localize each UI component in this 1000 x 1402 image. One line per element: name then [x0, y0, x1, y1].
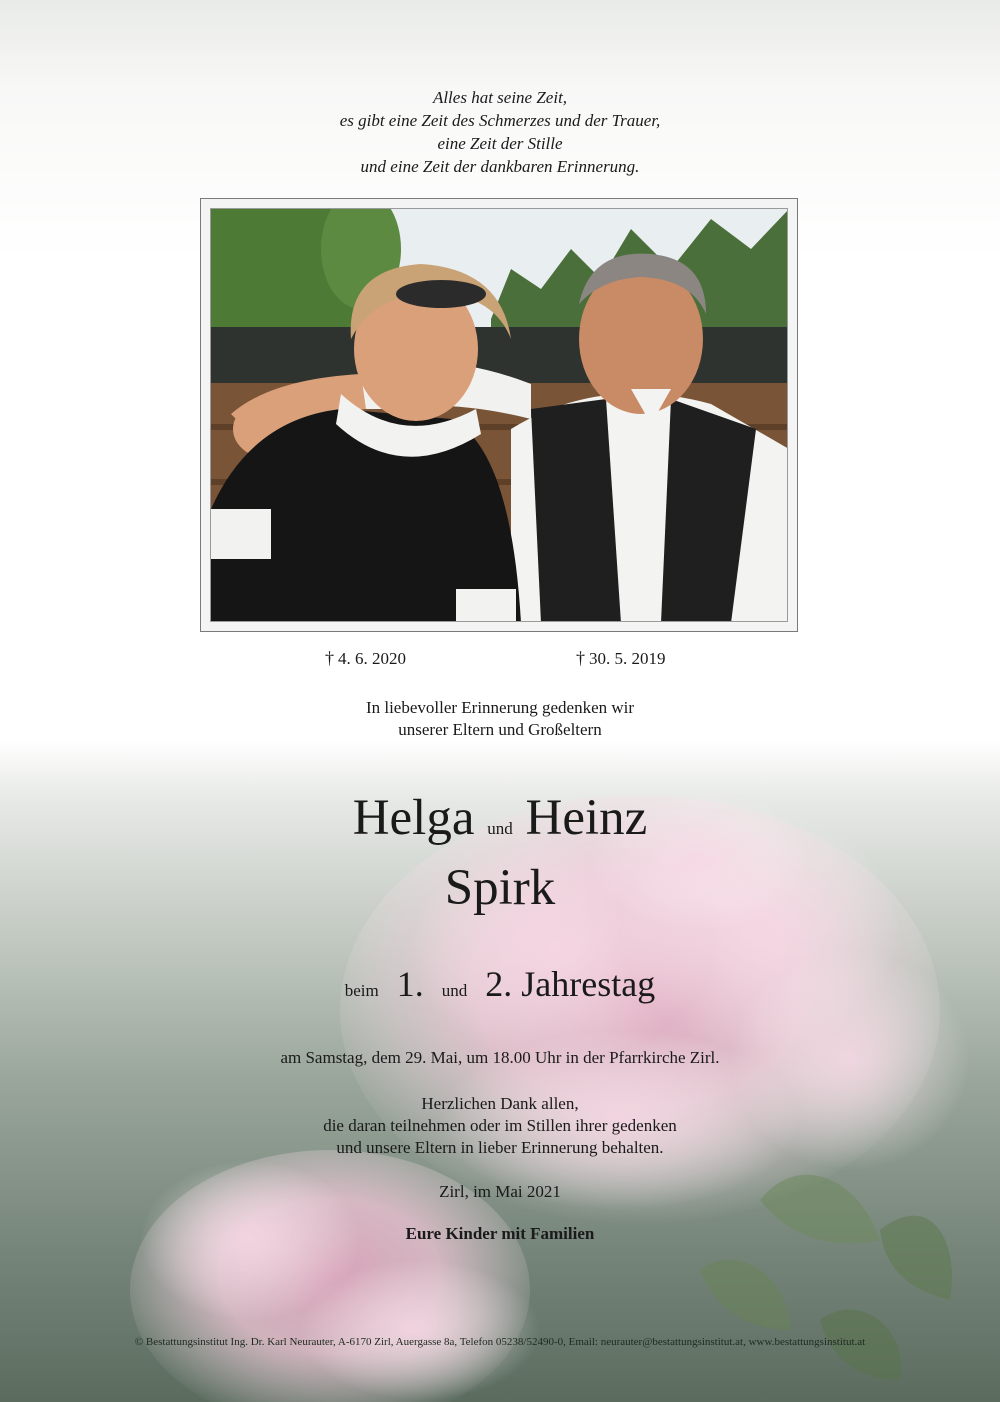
motto-line: und eine Zeit der dankbaren Erinnerung.	[360, 157, 640, 176]
funeral-home-footer: © Bestattungsinstitut Ing. Dr. Karl Neurauter, A-6170 Zirl, Auergasse 8a, Telefon 05238/52490-0, Email: neurauter@bestattungsinstitut.at, www.bestattungsinstitut.at	[134, 1336, 866, 1348]
service-info: am Samstag, dem 29. Mai, um 18.00 Uhr in der Pfarrkirche Zirl.	[280, 1048, 720, 1067]
motto-line: Alles hat seine Zeit,	[432, 88, 568, 107]
surname: Spirk	[444, 860, 556, 916]
anniversary-prefix: beim	[344, 981, 379, 1000]
names-connector: und	[487, 819, 513, 838]
thanks-line: Herzlichen Dank allen,	[421, 1094, 579, 1113]
date-text: 4. 6. 2020	[338, 649, 406, 668]
memory-line: unserer Eltern und Großeltern	[398, 720, 602, 739]
first-name-heinz: Heinz	[525, 790, 648, 846]
thanks-text	[0, 1093, 1000, 1159]
death-date-right	[576, 648, 666, 669]
memory-line: In liebevoller Erinnerung gedenken wir	[365, 698, 635, 717]
cross-icon: †	[325, 648, 334, 668]
anniversary-first: 1.	[396, 964, 424, 1004]
thanks-line: und unsere Eltern in lieber Erinnerung behalten.	[336, 1138, 664, 1157]
deceased-names	[0, 790, 1000, 857]
thanks-line: die daran teilnehmen oder im Stillen ihrer gedenken	[323, 1116, 677, 1135]
date-text: 30. 5. 2019	[589, 649, 666, 668]
anniversary-line	[0, 962, 1000, 1013]
couple-photo-illustration	[211, 209, 788, 622]
motto-line: es gibt eine Zeit des Schmerzes und der Trauer,	[339, 111, 661, 130]
anniversary-second: 2. Jahrestag	[485, 964, 656, 1004]
anniversary-connector: und	[441, 981, 468, 1000]
cross-icon: †	[576, 648, 585, 668]
motto-line: eine Zeit der Stille	[437, 134, 563, 153]
couple-photo	[210, 208, 788, 622]
motto-verse	[0, 86, 1000, 178]
first-name-helga: Helga	[352, 790, 475, 846]
signoff: Eure Kinder mit Familien	[405, 1224, 595, 1243]
photo-frame	[200, 198, 798, 632]
memory-text	[0, 697, 1000, 741]
death-date-left	[325, 648, 406, 669]
place-date: Zirl, im Mai 2021	[439, 1182, 561, 1201]
